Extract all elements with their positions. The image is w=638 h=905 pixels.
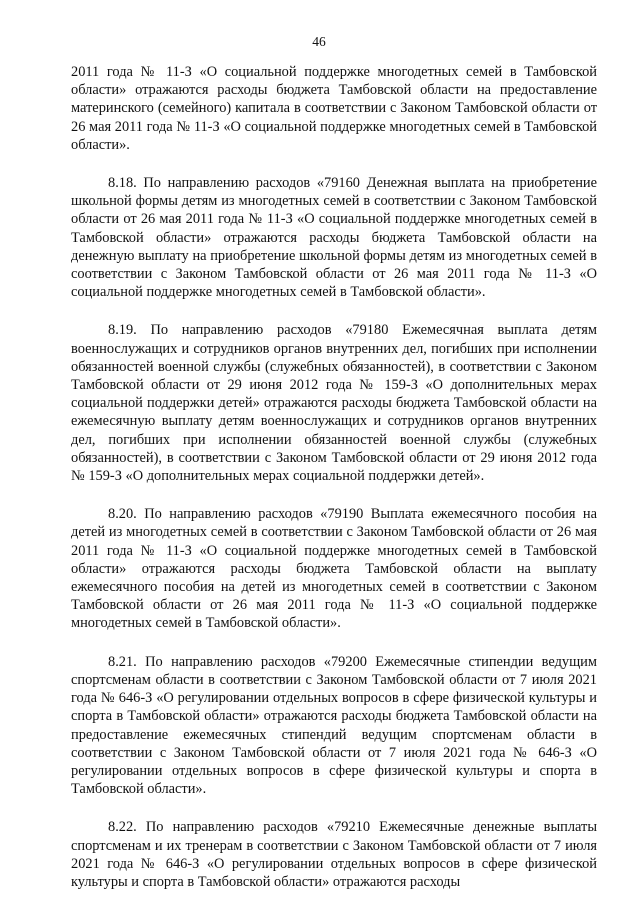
page-number: 46 bbox=[312, 34, 326, 49]
paragraph-8-21: 8.21. По направлению расходов «79200 Ежемесячные стипендии ведущим спортсменам области в соответствии с Законом Тамбовской области от 7 июля 2021 года № 646-З «О регулировании отдельных вопросов в сфере физической культуры и спорта в Тамбовской области» отражаются расходы бюджета Тамбовской области на предоставление ежемесячных стипендий ведущим спортсменам области в соответствии с Законом Тамбовской области от 7 июля 2021 года № 646-З «О регулировании отдельных вопросов в сфере физической культуры и спорта в Тамбовской области». bbox=[71, 653, 597, 798]
document-body bbox=[71, 63, 597, 891]
paragraph-gap bbox=[71, 633, 597, 653]
paragraph-8-22: 8.22. По направлению расходов «79210 Ежемесячные денежные выплаты спортсменам и их тренерам в соответствии с Законом Тамбовской области от 7 июля 2021 года № 646-З «О регулировании отдельных вопросов в сфере физической культуры и спорта в Тамбовской области» отражаются расходы bbox=[71, 819, 597, 890]
paragraph-gap bbox=[71, 485, 597, 505]
paragraph-gap bbox=[71, 301, 597, 321]
paragraph-8-19: 8.19. По направлению расходов «79180 Ежемесячная выплата детям военнослужащих и сотрудников органов внутренних дел, погибших при исполнении обязанностей военной службы (служебных обязанностей), в соответствии с Законом Тамбовской области от 29 июня 2012 года № 159-З «О дополнительных мерах социальной поддержки детей» отражаются расходы бюджета Тамбовской области на ежемесячную выплату детям военнослужащих и сотрудников органов внутренних дел, погибших при исполнении обязанностей военной службы (служебных обязанностей), в соответствии с Законом Тамбовской области от 29 июня 2012 года № 159-З «О дополнительных мерах социальной поддержки детей». bbox=[71, 322, 597, 485]
paragraph-continuation: 2011 года № 11-З «О социальной поддержке многодетных семей в Тамбовской области» отражаются расходы бюджета Тамбовской области на предоставление материнского (семейного) капитала в соответствии с Законом Тамбовской области от 26 мая 2011 года № 11-З «О социальной поддержке многодетных семей в Тамбовской области». bbox=[71, 64, 597, 153]
paragraph-gap bbox=[71, 154, 597, 174]
paragraph-gap bbox=[71, 798, 597, 818]
paragraph-8-20: 8.20. По направлению расходов «79190 Выплата ежемесячного пособия на детей из многодетных семей в соответствии с Законом Тамбовской области от 26 мая 2011 года № 11-З «О социальной поддержке многодетных семей в Тамбовской области» отражаются расходы бюджета Тамбовской области на выплату ежемесячного пособия на детей из многодетных семей в соответствии с Законом Тамбовской области от 26 мая 2011 года № 11-З «О социальной поддержке многодетных семей в Тамбовской области». bbox=[71, 506, 597, 632]
paragraph-8-18: 8.18. По направлению расходов «79160 Денежная выплата на приобретение школьной формы детям из многодетных семей в соответствии с Законом Тамбовской области от 26 мая 2011 года № 11-З «О социальной поддержке многодетных семей в Тамбовской области» отражаются расходы бюджета Тамбовской области на денежную выплату на приобретение школьной формы детям из многодетных семей в соответствии с Законом Тамбовской области от 26 мая 2011 года № 11-З «О социальной поддержке многодетных семей в Тамбовской области». bbox=[71, 175, 597, 301]
